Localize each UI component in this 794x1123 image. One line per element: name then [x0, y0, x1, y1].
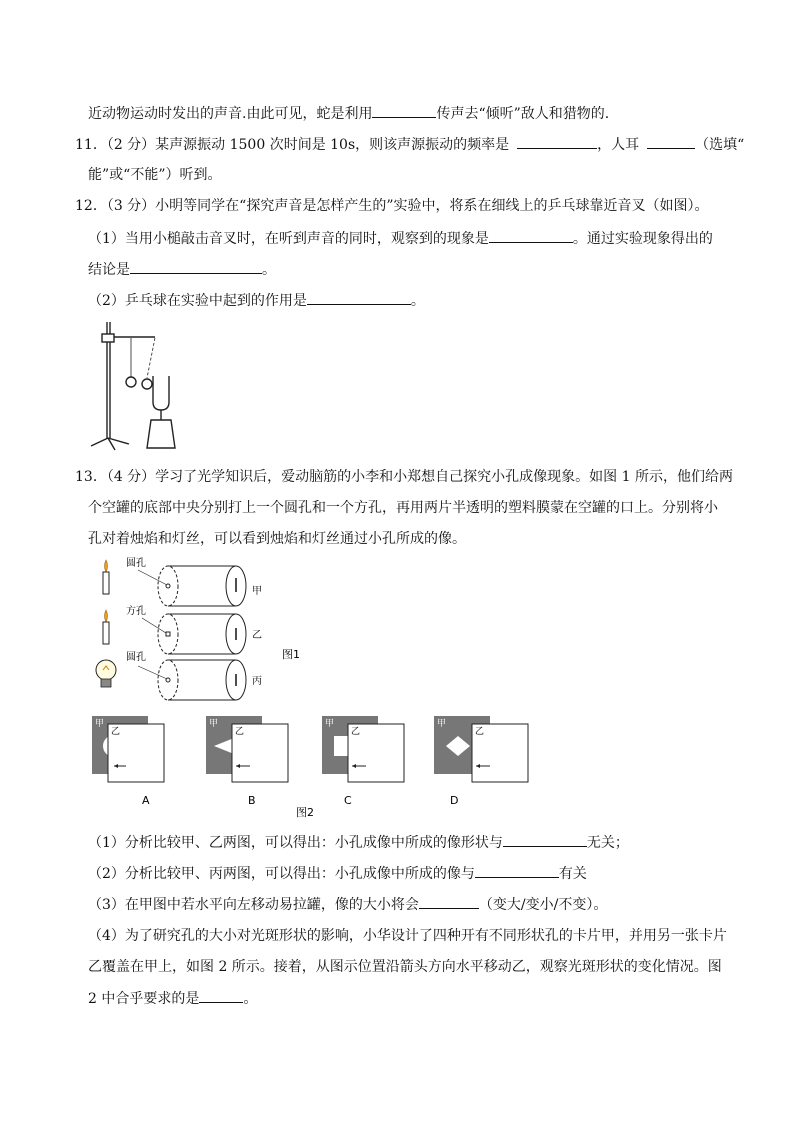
card-a-label: 甲: [325, 719, 335, 729]
q11-blank-hearing[interactable]: [647, 134, 695, 149]
card-b-label: 乙: [351, 727, 361, 737]
card-a-label: 甲: [437, 719, 447, 729]
option-label-d: D: [450, 794, 459, 807]
card-b-label: 乙: [235, 727, 245, 737]
card-option-d: [434, 716, 528, 782]
q13-part4-text-a: 2 中合乎要求的是: [88, 991, 200, 1007]
fig1-can-label: 甲: [252, 586, 262, 597]
card-option-a: [92, 716, 164, 782]
q13-blank-relation[interactable]: [475, 863, 559, 878]
option-label-c: C: [344, 794, 352, 807]
card-b-label: 乙: [111, 727, 121, 737]
q13-blank-shape[interactable]: [503, 832, 587, 847]
q11-text-c: （选填“: [695, 137, 745, 153]
figure-2-cards: [90, 712, 540, 822]
q12-blank-conclusion[interactable]: [130, 259, 262, 274]
figure-1-pinhole-cans: [90, 556, 320, 706]
q13-part1: [88, 832, 629, 853]
q10-line: [88, 103, 609, 124]
q13-part3: [88, 894, 607, 915]
fig1-hole-label: 圆孔: [126, 558, 146, 569]
q12-part1-text-d: 。: [262, 262, 276, 278]
q12-part1: [88, 228, 713, 249]
option-label-a: A: [142, 794, 150, 807]
fig1-can-label: 丙: [252, 676, 262, 687]
candle-icon: [103, 610, 109, 644]
q13-stem-line3: 孔对着烛焰和灯丝，可以看到烛焰和灯丝通过小孔所成的像。: [88, 531, 466, 547]
q13-part1-text-b: 无关；: [586, 835, 629, 851]
q13-stem-line2: 个空罐的底部中央分别打上一个圆孔和一个方孔，再用两片半透明的塑料膜蒙在空罐的口上。分别将小: [88, 500, 718, 516]
q11-line2: 能”或“不能”）听到。: [88, 167, 222, 183]
q13-part4-line3: [88, 988, 257, 1009]
q13-blank-size[interactable]: [419, 894, 479, 909]
q13-part1-text-a: （1）分析比较甲、乙两图，可以得出：小孔成像中所成的像形状与: [88, 835, 503, 851]
card-a-label: 甲: [209, 719, 219, 729]
q12-stem: 12．（3 分）小明等同学在“探究声音是怎样产生的”实验中，将系在细线上的乒乓球靠近音叉（如图）。: [75, 198, 709, 214]
q13-part2-text-b: 有关: [558, 866, 587, 882]
q13-stem-line1: 13．（4 分）学习了光学知识后，爱动脑筋的小李和小郑想自己探究小孔成像现象。如图 1 所示，他们给两: [75, 469, 733, 485]
q13-part4-line2: 乙覆盖在甲上，如图 2 所示。接着，从图示位置沿箭头方向水平移动乙，观察光斑形状的变化情况。图: [88, 959, 722, 975]
fig2-caption: 图2: [296, 806, 314, 819]
card-b-label: 乙: [475, 727, 485, 737]
q12-part1-cont: [88, 259, 276, 280]
card-option-b: [206, 716, 288, 782]
q11-text-b: ，人耳: [597, 137, 640, 153]
q13-part3-text-b: （变大/变小/不变）。: [478, 897, 608, 913]
q13-part4-line1: （4）为了研究孔的大小对光斑形状的影响，小华设计了四种开有不同形状孔的卡片甲，并用另一张卡片: [88, 928, 727, 944]
q12-part1-text-b: 。通过实验现象得出的: [572, 231, 713, 247]
q13-part2-text-a: （2）分析比较甲、丙两图，可以得出：小孔成像中所成的像与: [88, 866, 475, 882]
q13-blank-answer[interactable]: [199, 988, 243, 1003]
light-bulb-icon: [96, 660, 116, 687]
q12-part2-text-b: 。: [410, 293, 425, 309]
fig1-caption: 图1: [282, 648, 300, 661]
q10-text-b: 传声去“倾听”敌人和猎物的.: [436, 106, 610, 122]
q11-text-a: 11．（2 分）某声源振动 1500 次时间是 10s，则该声源振动的频率是: [75, 137, 510, 153]
q12-blank-phenomenon[interactable]: [489, 228, 573, 243]
q10-text-a: 近动物运动时发出的声音.由此可见，蛇是利用: [88, 106, 373, 122]
q12-part2-text-a: （2）乒乓球在实验中起到的作用是: [88, 293, 307, 309]
q12-blank-role[interactable]: [307, 290, 411, 305]
fig1-can-label: 乙: [252, 630, 262, 641]
option-label-b: B: [248, 794, 256, 807]
card-a-label: 甲: [95, 719, 105, 729]
q13-part3-text-a: （3）在甲图中若水平向左移动易拉罐，像的大小将会: [88, 897, 419, 913]
q12-part1-text-c: 结论是: [88, 262, 130, 278]
q11-blank-frequency[interactable]: [517, 134, 597, 149]
fig1-hole-label: 圆孔: [126, 652, 146, 663]
tuning-fork-figure: [85, 316, 177, 456]
q13-part2: [88, 863, 587, 884]
candle-icon: [103, 560, 109, 594]
card-option-c: [322, 716, 404, 782]
q12-part1-text-a: （1）当用小槌敲击音叉时，在听到声音的同时，观察到的现象是: [88, 231, 489, 247]
q11-line1: [75, 134, 744, 155]
fig1-hole-label: 方孔: [126, 606, 146, 617]
q13-part4-text-b: 。: [243, 991, 258, 1007]
q10-blank[interactable]: [372, 103, 436, 118]
q12-part2: [88, 290, 425, 311]
